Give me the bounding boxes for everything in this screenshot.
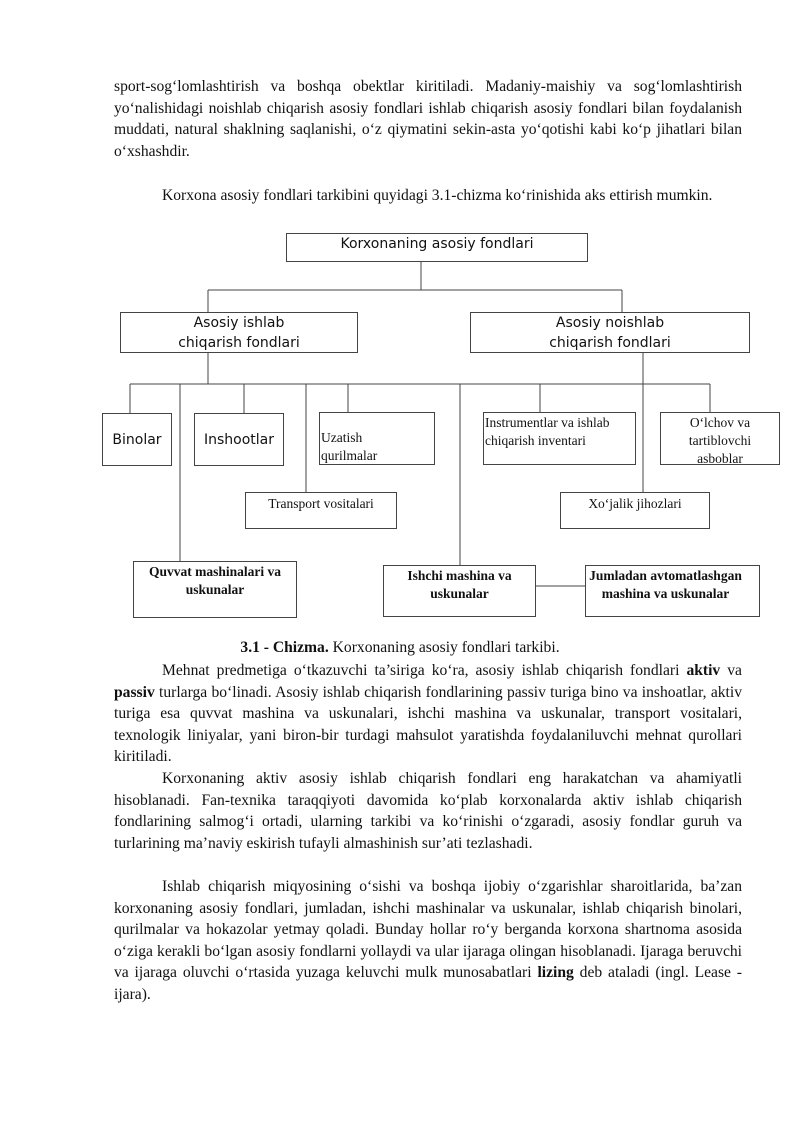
body-paragraph-2: Korxonaning aktiv asosiy ishlab chiqarish fondlari eng harakatchan va ahamiyatli hisoblanadi. Fan-texnika taraqqiyoti davomida ko‘plab korxonalarda aktiv ishlab chiqarish fondlarining salmog‘i ortadi, ularning tarkibi va ko‘rinishi o‘zgaradi, asosiy fondlar guruh va turlarining ma’naviy eskirish tufayli almashinish sur’ati tezlashadi. [114, 770, 742, 852]
measuring-devices-label: O‘lchov va tartiblovchi asboblar [688, 415, 752, 465]
automated-machines-label: Jumladan avtomatlashgan mashina va uskunalar [589, 568, 742, 601]
automated-machines-node [585, 565, 760, 617]
power-machines-node [133, 561, 297, 618]
measuring-devices-node [660, 412, 780, 465]
nonproduction-assets-label: Asosiy noishlab chiqarish fondlari [549, 315, 671, 351]
instruments-label: Instrumentlar va ishlab chiqarish inventari [485, 415, 610, 448]
intro-paragraph-2: Korxona asosiy fondlari tarkibini quyidagi 3.1-chizma ko‘rinishida aks ettirish mumkin. [162, 187, 713, 204]
nonproduction-assets-node [470, 312, 750, 353]
transport-node [245, 492, 397, 529]
p3-text-a: Mehnat predmetiga o‘tkazuvchi ta’siriga ko‘ra, asosiy ishlab chiqarish fondlari [162, 662, 687, 679]
p5-text-a: Ishlab chiqarish miqyosining o‘sishi va boshqa ijobiy o‘zgarishlar sharoitlarida, ba’zan korxonaning asosiy fondlari, jumladan, ishchi mashinalar va uskunalar, ishlab chiqarish binolari, qurilmalar va hokazolar yetmay qoladi. Bunday hollar ro‘y berganda korxona shartnoma asosida o‘ziga kerakli bo‘lgan asosiy fondlarni yollaydi va ular ijaraga olingan hisoblanadi. Ijaraga beruvchi va ijaraga oluvchi o‘rtasida yuzaga keluvchi mulk munosabatlari [114, 878, 742, 982]
intro-paragraph-1: sport-sog‘lomlashtirish va boshqa obektlar kiritiladi. Madaniy-maishiy va sog‘lomlashtirish yo‘nalishidagi noishlab chiqarish asosiy fondlari ishlab chiqarish asosiy fondlari bilan foydalanish muddati, natural shaklning saqlanishi, o‘z qiymatini sekin-asta yo‘qotishi kabi ko‘p jihatlari bilan o‘xshashdir. [114, 78, 742, 160]
root-node [286, 233, 588, 262]
body-paragraph-3 [114, 876, 742, 1006]
keyword-passiv: passiv [114, 683, 155, 701]
keyword-lizing: lizing [537, 964, 574, 982]
structures-node [194, 413, 284, 466]
working-machines-label: Ishchi mashina va uskunalar [407, 568, 512, 601]
power-machines-label: Quvvat mashinalari va uskunalar [148, 564, 281, 597]
buildings-node [102, 413, 172, 466]
instruments-node [483, 412, 636, 465]
figure-caption-label: 3.1 - Chizma. [240, 639, 329, 656]
working-machines-node [383, 565, 536, 617]
transmission-devices-label: Uzatish qurilmalar [321, 430, 378, 463]
p3-text-c: va [720, 662, 742, 679]
household-equipment-label: Xo‘jalik jihozlari [588, 496, 682, 511]
keyword-aktiv: aktiv [686, 662, 721, 679]
figure-caption [0, 637, 800, 658]
production-assets-node [120, 312, 358, 353]
transmission-devices-node [319, 412, 435, 465]
p3-text-d: turlarga bo‘linadi. Asosiy ishlab chiqarish fondlarining passiv turiga bino va inshoatlar, aktiv turiga esa quvvat mashina va uskunalari, ishchi mashina va uskunalar, transport vositalari, texnologik liniyalar, yani biron-bir turdagi mahsulot yaratishda foydalaniluvchi mehnat qurollari kiritiladi. [114, 683, 742, 766]
p5-text-c: deb ataladi (ingl. Lease - ijara). [114, 964, 742, 1003]
transport-label: Transport vositalari [268, 496, 374, 511]
household-equipment-node [560, 492, 710, 529]
body-paragraph-1 [114, 660, 742, 768]
figure-caption-text: Korxonaning asosiy fondlari tarkibi. [332, 639, 560, 656]
root-node-label: Korxonaning asosiy fondlari [340, 236, 534, 252]
buildings-label: Binolar [112, 432, 162, 448]
structures-label: Inshootlar [203, 432, 274, 448]
production-assets-label: Asosiy ishlab chiqarish fondlari [178, 315, 300, 351]
